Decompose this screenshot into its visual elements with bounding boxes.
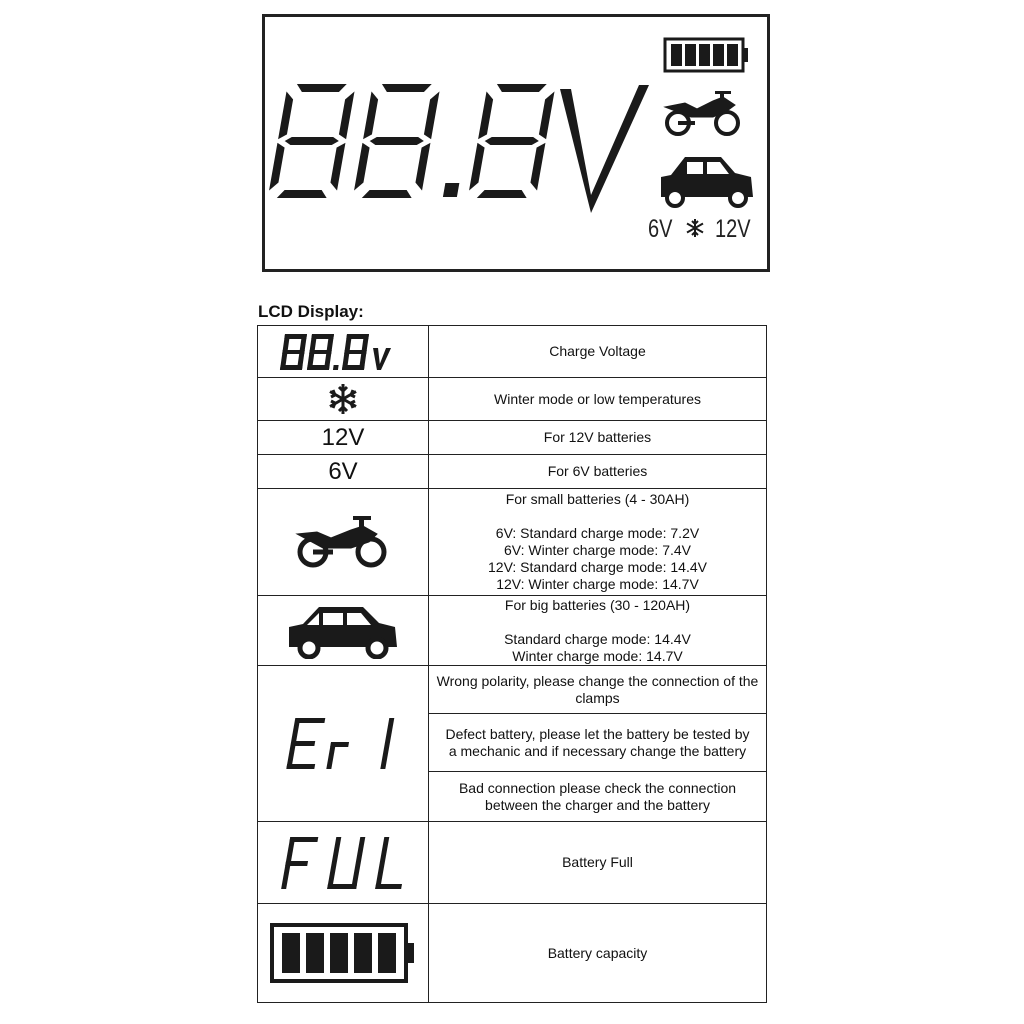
legend-row-12v xyxy=(258,421,766,455)
moto-line-4: 12V: Standard charge mode: 14.4V xyxy=(488,559,707,575)
lcd-12v-indicator: 12V xyxy=(715,215,751,243)
lcd-digit-2 xyxy=(352,83,442,199)
legend-desc-motorcycle xyxy=(429,489,766,595)
moto-line-2: 6V: Standard charge mode: 7.2V xyxy=(495,525,700,541)
legend-symbol-12v xyxy=(258,421,429,454)
legend-row-6v xyxy=(258,455,766,489)
car-line-1: For big batteries (30 - 120AH) xyxy=(504,596,691,613)
legend-symbol-car xyxy=(258,596,429,665)
lcd-voltage-digits xyxy=(267,83,557,199)
legend-symbol-6v xyxy=(258,455,429,488)
moto-line-1: For small batteries (4 - 30AH) xyxy=(505,491,690,507)
car-icon xyxy=(661,157,753,206)
legend-symbol-voltage xyxy=(258,326,429,377)
car-line-3: Winter charge mode: 14.7V xyxy=(512,647,683,664)
legend-row-winter xyxy=(258,378,766,421)
lcd-volt-unit xyxy=(560,85,649,213)
legend-desc-full: Battery Full xyxy=(562,854,633,870)
legend-desc-voltage: Charge Voltage xyxy=(549,343,646,359)
legend-row-error xyxy=(258,666,766,822)
legend-row-full xyxy=(258,822,766,904)
full-code-text: FUL xyxy=(273,832,275,834)
section-title: LCD Display: xyxy=(258,302,364,321)
legend-table xyxy=(257,325,767,1003)
lcd-digit-3 xyxy=(467,83,557,199)
legend-row-motorcycle xyxy=(258,489,766,596)
legend-desc-car xyxy=(429,596,766,665)
legend-symbol-full xyxy=(258,822,429,903)
legend-row-car xyxy=(258,596,766,666)
legend-desc-12v: For 12V batteries xyxy=(543,429,652,445)
legend-row-capacity xyxy=(258,904,766,1002)
voltage-digits-icon xyxy=(273,332,413,372)
legend-symbol-motorcycle xyxy=(258,489,429,595)
snowflake-icon xyxy=(687,219,703,237)
error-code-icon xyxy=(278,714,408,774)
error-code-text: Er 1 xyxy=(278,713,280,715)
legend-desc-6v: For 6V batteries xyxy=(547,463,648,479)
legend-symbol-capacity xyxy=(258,904,429,1002)
symbol-12v: 12V xyxy=(321,423,365,451)
moto-line-5: 12V: Winter charge mode: 14.7V xyxy=(496,576,699,592)
battery-icon xyxy=(268,921,418,985)
motorcycle-icon xyxy=(293,514,393,570)
legend-desc-winter: Winter mode or low temperatures xyxy=(494,390,701,407)
car-line-2: Standard charge mode: 14.4V xyxy=(504,630,691,647)
error-desc-3: Bad connection please check the connection between the charger and the battery xyxy=(458,780,737,813)
snowflake-icon xyxy=(323,382,363,416)
car-icon xyxy=(285,603,401,659)
error-desc-1: Wrong polarity, please change the connection of the clamps xyxy=(429,666,766,714)
mini-digit xyxy=(280,334,307,370)
legend-symbol-error xyxy=(258,666,429,821)
legend-desc-capacity: Battery capacity xyxy=(547,944,648,961)
full-code-icon xyxy=(273,833,413,893)
moto-line-3: 6V: Winter charge mode: 7.4V xyxy=(503,542,692,558)
legend-symbol-winter xyxy=(258,378,429,420)
lcd-graphics xyxy=(265,17,767,269)
lcd-decimal-point xyxy=(443,183,459,197)
symbol-6v: 6V xyxy=(328,457,358,485)
lcd-digit-1 xyxy=(267,83,357,199)
motorcycle-icon xyxy=(665,91,738,134)
lcd-6v-indicator: 6V xyxy=(648,215,673,243)
legend-row-charge-voltage xyxy=(258,326,766,378)
error-desc-2: Defect battery, please let the battery be tested by a mechanic and if necessary change the battery xyxy=(429,714,766,772)
battery-icon xyxy=(665,39,748,71)
lcd-panel xyxy=(262,14,770,272)
